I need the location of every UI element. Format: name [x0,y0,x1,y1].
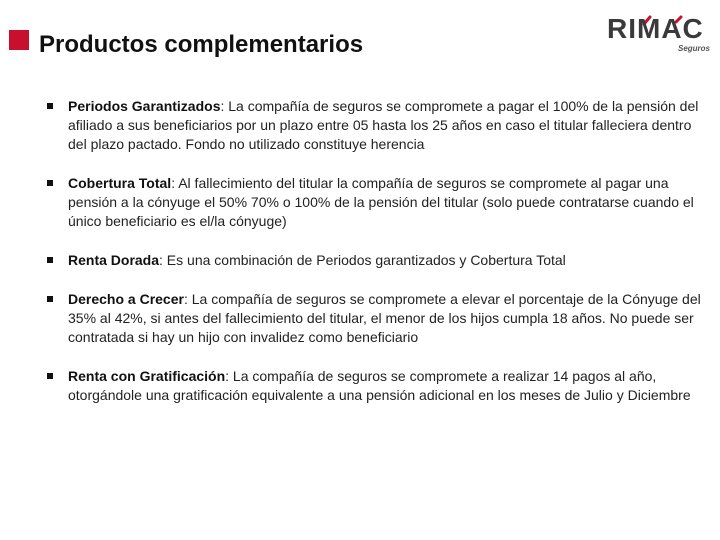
item-description: : La compañía de seguros se compromete a realizar 14 pagos al año, otorgándole una gratificación equivalente a una pensión adicional en los meses de Julio y Diciembre [68,368,691,403]
bullet-square-icon [47,180,53,186]
item-term: Derecho a Crecer [68,291,184,307]
bullet-square-icon [47,103,53,109]
logo-wordmark: RIMAC [607,13,704,44]
item-description: : La compañía de seguros se compromete a pagar el 100% de la pensión del afiliado a sus beneficiarios por un plazo entre 05 hasta los 25 años en caso el titular falleciera dentro del plazo pactado. Fondo no utilizado constituye herencia [68,98,699,152]
list-item-renta-dorada [47,251,709,270]
item-description: : La compañía de seguros se compromete a elevar el porcentaje de la Cónyuge del 35% al 42%, si antes del fallecimiento del titular, el menor de los hijos cumpla 18 años. No puede ser contratada si hay un hijo con invalidez como beneficiario [68,291,701,345]
bullet-square-icon [47,373,53,379]
page-title: Productos complementarios [39,31,364,58]
item-description: : Es una combinación de Periodos garantizados y Cobertura Total [159,252,566,268]
logo-subtitle: Seguros [677,44,710,53]
list-item-renta-con-gratificacion [47,367,709,405]
title-bullet [9,30,29,50]
item-term: Cobertura Total [68,175,172,191]
bullet-square-icon [47,257,53,263]
item-term: Renta con Gratificación [68,368,226,384]
item-description: : Al fallecimiento del titular la compañía de seguros se compromete al pagar una pensión a la cónyuge el 50% 70% o 100% de la pensión del titular (solo puede contratarse cuando el único beneficiario es el/la cónyuge) [68,175,694,229]
bullet-square-icon [47,296,53,302]
item-term: Renta Dorada [68,252,160,268]
item-term: Periodos Garantizados [68,98,221,114]
rimac-logo [606,14,714,58]
list-item-cobertura-total [47,174,709,231]
list-item-periodos-garantizados [47,97,709,154]
product-list [47,97,709,425]
list-item-derecho-a-crecer [47,290,709,347]
